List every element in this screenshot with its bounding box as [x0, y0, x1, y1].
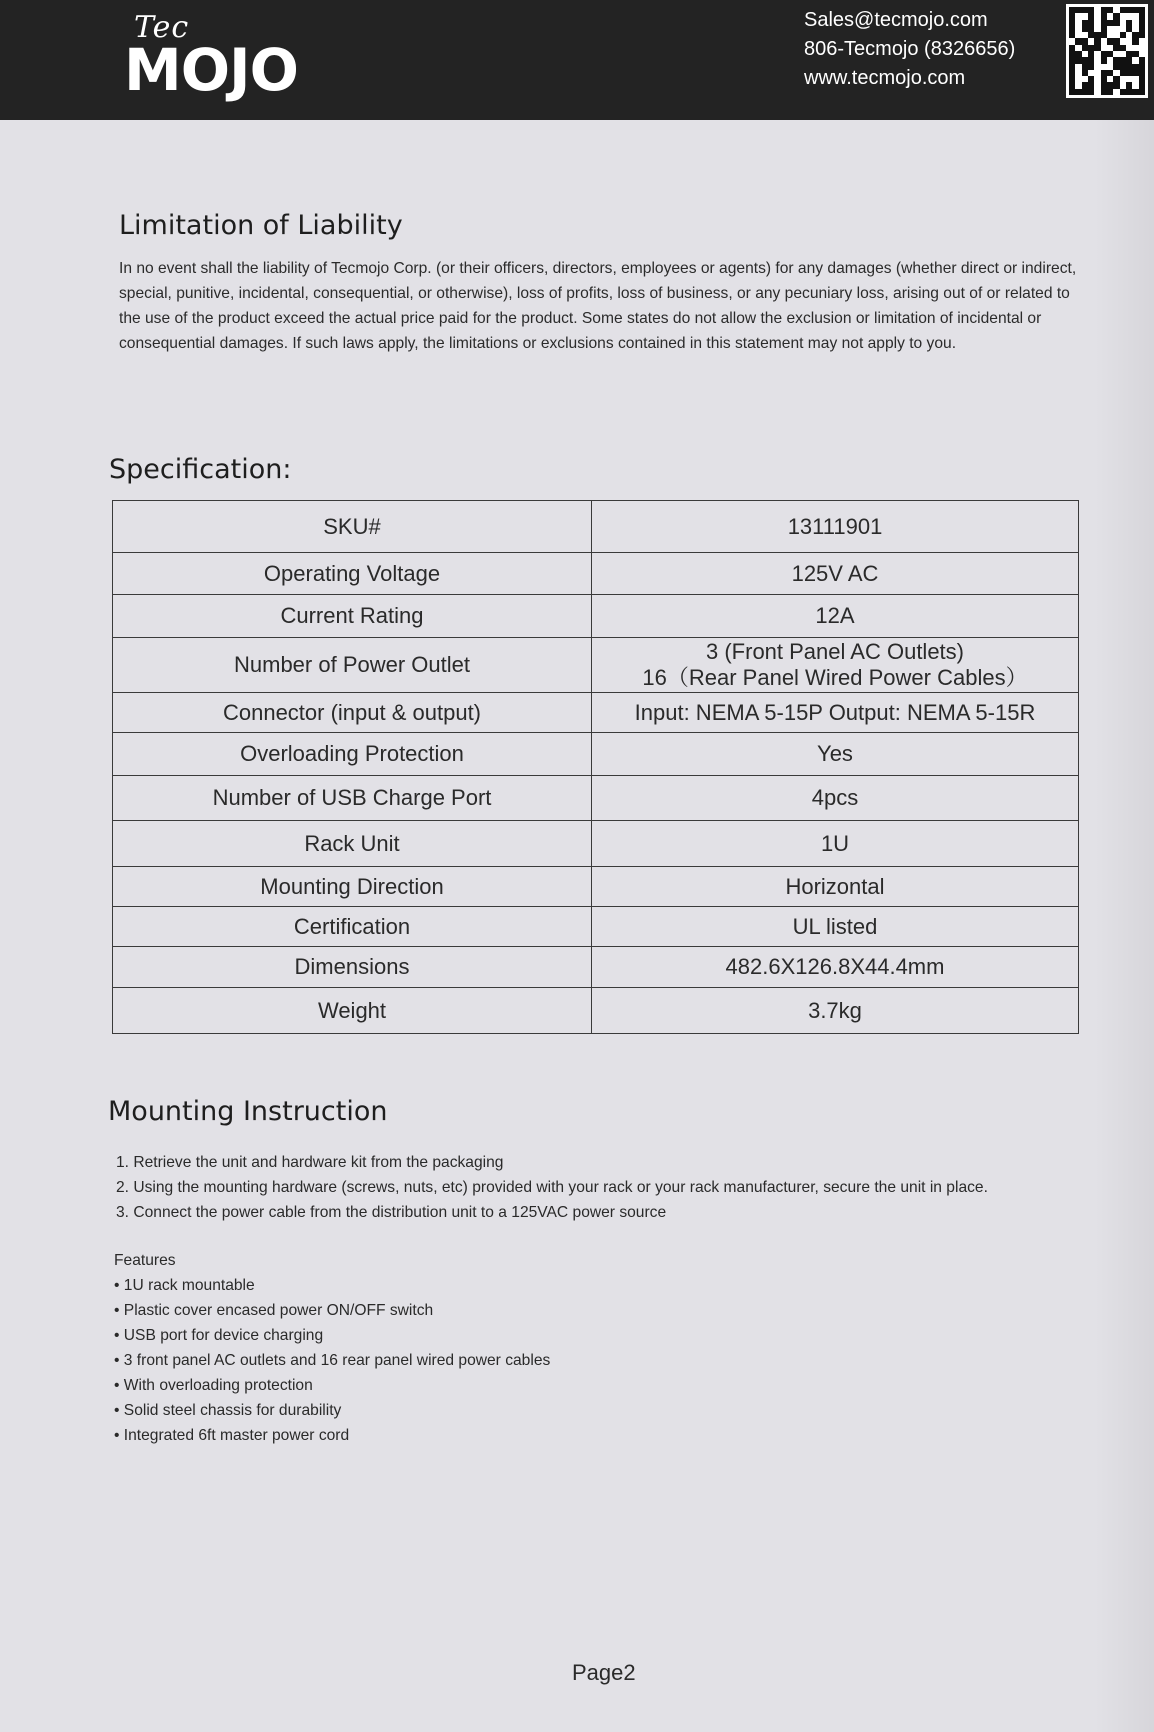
spec-value-line2: 16（Rear Panel Wired Power Cables） [642, 665, 1028, 690]
spec-value: Horizontal [592, 867, 1079, 907]
list-item: 1. Retrieve the unit and hardware kit from the packaging [116, 1154, 504, 1171]
spec-value-line1: 3 (Front Panel AC Outlets) [706, 639, 964, 664]
features-list [114, 1273, 814, 1448]
page-header [0, 0, 1154, 120]
spec-value: UL listed [592, 907, 1079, 947]
spec-label: Rack Unit [113, 821, 592, 867]
logo-mojo-text: MOJO [124, 36, 298, 104]
specification-table [112, 500, 1079, 1034]
contact-email: Sales@tecmojo.com [804, 9, 988, 31]
list-item: • Plastic cover encased power ON/OFF switch [114, 1298, 814, 1323]
table-row [113, 733, 1079, 776]
spec-label: Certification [113, 907, 592, 947]
list-item: • 1U rack mountable [114, 1273, 814, 1298]
spec-value: 12A [592, 595, 1079, 638]
spec-label: Operating Voltage [113, 553, 592, 595]
spec-label: SKU# [113, 501, 592, 553]
table-row [113, 988, 1079, 1034]
mounting-heading: Mounting Instruction [108, 1096, 388, 1127]
liability-text: In no event shall the liability of Tecmojo Corp. (or their officers, directors, employees or agents) for any damages (whether direct or indirect, special, punitive, incidental, consequential, or otherwise), loss of profits, loss of business, or any pecuniary loss, arising out of or related to the use of the product exceed the actual price paid for the product. Some states do not allow the exclusion or limitation of incidental or consequential damages. If such laws apply, the limitations or exclusions contained in this statement may not apply to you. [119, 260, 1077, 352]
list-item: • Integrated 6ft master power cord [114, 1423, 814, 1448]
table-row [113, 776, 1079, 821]
page-number: Page2 [572, 1660, 636, 1685]
mounting-steps [116, 1150, 1116, 1225]
spec-value: 125V AC [592, 553, 1079, 595]
list-item: 3. Connect the power cable from the distribution unit to a 125VAC power source [116, 1204, 667, 1221]
spec-label: Dimensions [113, 947, 592, 988]
spec-value: 482.6X126.8X44.4mm [592, 947, 1079, 988]
spec-label: Overloading Protection [113, 733, 592, 776]
list-item: 2. Using the mounting hardware (screws, nuts, etc) provided with your rack or your rack manufacturer, secure the unit in place. [116, 1179, 988, 1196]
table-row [113, 907, 1079, 947]
specification-heading: Specification: [109, 454, 292, 485]
list-item: • 3 front panel AC outlets and 16 rear panel wired power cables [114, 1348, 814, 1373]
tecmojo-logo [124, 10, 324, 104]
table-row [113, 693, 1079, 733]
spec-label: Current Rating [113, 595, 592, 638]
list-item: • With overloading protection [114, 1373, 814, 1398]
spec-value: 3.7kg [592, 988, 1079, 1034]
spec-label: Weight [113, 988, 592, 1034]
page-edge-shade [1094, 0, 1154, 1732]
spec-value: 1U [592, 821, 1079, 867]
spec-value: Yes [592, 733, 1079, 776]
contact-website: www.tecmojo.com [804, 67, 966, 89]
spec-value: 4pcs [592, 776, 1079, 821]
contact-info [804, 6, 1054, 93]
spec-value: Input: NEMA 5-15P Output: NEMA 5-15R [592, 693, 1079, 733]
table-row [113, 867, 1079, 907]
features-section [114, 1248, 814, 1448]
contact-phone: 806-Tecmojo (8326656) [804, 38, 1016, 60]
table-row [113, 501, 1079, 553]
spec-label: Number of Power Outlet [113, 638, 592, 693]
table-row [113, 595, 1079, 638]
spec-value-multi [592, 638, 1079, 693]
table-row [113, 947, 1079, 988]
spec-value: 13111901 [592, 501, 1079, 553]
spec-label: Number of USB Charge Port [113, 776, 592, 821]
liability-heading: Limitation of Liability [119, 210, 403, 241]
spec-label: Mounting Direction [113, 867, 592, 907]
table-row [113, 821, 1079, 867]
spec-label: Connector (input & output) [113, 693, 592, 733]
logo-tec-text: Tec [134, 10, 190, 45]
features-heading: Features [114, 1252, 176, 1269]
qr-code-icon [1066, 4, 1148, 98]
list-item: • Solid steel chassis for durability [114, 1398, 814, 1423]
table-row [113, 553, 1079, 595]
table-row [113, 638, 1079, 693]
list-item: • USB port for device charging [114, 1323, 814, 1348]
